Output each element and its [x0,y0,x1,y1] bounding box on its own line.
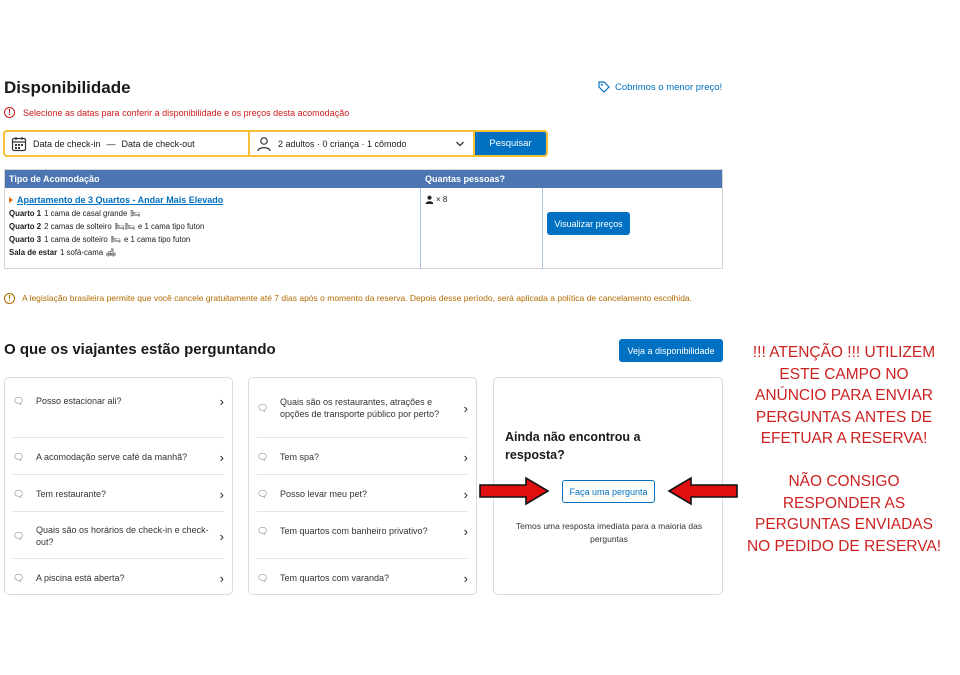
room-name-link[interactable] [9,195,420,205]
double-bed-icon: 🛏 [130,209,141,218]
chat-icon: 🗨 [257,525,269,536]
question-text: Tem quartos com varanda? [280,572,390,583]
divider [257,437,468,438]
chat-icon: 🗨 [257,451,269,462]
person-icon [256,136,272,152]
divider [257,511,468,512]
question-item[interactable] [257,481,468,507]
chevron-right-icon: › [463,570,468,586]
question-item[interactable] [13,388,224,414]
bed-info [9,209,420,218]
question-item[interactable] [13,444,224,470]
date-separator: — [106,138,116,149]
question-text: A acomodação serve café da manhã? [36,451,188,462]
question-item[interactable] [257,565,468,591]
annotation-paragraph-1: !!! ATENÇÃO !!! UTILIZEM ESTE CAMPO NO ANÚNCIO PARA ENVIAR PERGUNTAS ANTES DE EFETUAR A RESERVA! [752,344,936,447]
best-price-label: Cobrimos o menor preço! [615,81,723,93]
bed-room-label: Quarto 2 [9,222,42,231]
page-title: Disponibilidade [4,78,131,97]
header-actions [543,170,722,188]
question-item[interactable] [257,444,468,470]
bed-extra: e 1 cama tipo futon [123,235,191,244]
question-item[interactable] [13,565,224,591]
bed-room-label: Sala de estar [9,248,58,257]
room-cell [5,188,421,269]
divider [13,437,224,438]
chat-icon: 🗨 [13,395,25,406]
ask-question-button[interactable]: Faça uma pergunta [562,480,655,503]
select-dates-warning [4,107,349,118]
persons-cell [421,188,543,269]
chevron-down-icon [455,139,465,149]
bed-desc: 1 cama de casal grande [44,209,128,218]
chevron-right-icon: › [463,449,468,465]
question-text: Tem restaurante? [36,488,107,499]
divider [13,474,224,475]
annotation-notice [744,342,944,557]
chat-icon: 🗨 [13,530,25,541]
question-text: Posso estacionar ali? [36,395,122,406]
chevron-right-icon: › [463,523,468,539]
questions-title: O que os viajantes estão perguntando [4,341,276,358]
chevron-right-icon: › [219,449,224,465]
tag-icon [598,81,610,93]
bed-info [9,248,420,257]
bed-desc: 2 camas de solteiro [44,222,112,231]
not-found-heading: Ainda não encontrou a resposta? [505,430,641,462]
question-text: Quais são os horários de check-in e check-out? [36,524,209,547]
checkin-label: Data de check-in [33,138,101,149]
chevron-right-icon: › [463,400,468,416]
instant-answer-text: Temos uma resposta imediata para a maioria das perguntas [515,521,703,544]
header-room-type: Tipo de Acomodação [9,174,100,184]
question-text: Tem spa? [280,451,320,462]
chat-icon: 🗨 [13,451,25,462]
bed-extra: e 1 cama tipo futon [137,222,205,231]
chat-icon: 🗨 [13,488,25,499]
chevron-right-icon: › [463,486,468,502]
divider [13,511,224,512]
chat-icon: 🗨 [257,488,269,499]
legal-notice-text: A legislação brasileira permite que você cancele gratuitamente até 7 dias após o momento da reserva. Depois desse período, será aplicada a política de cancelamento escolhida. [22,293,693,303]
checkout-label: Data de check-out [121,138,195,149]
select-dates-text: Selecione as datas para conferir a disponibilidade e os preços desta acomodação [23,107,350,118]
arrow-left-icon [667,476,739,506]
room-name: Apartamento de 3 Quartos - Andar Mais Elevado [17,195,224,205]
table-header [5,170,722,188]
questions-column-2 [248,377,477,595]
availability-table [4,169,723,269]
chat-icon: 🗨 [257,402,269,413]
question-text: A piscina está aberta? [36,572,125,583]
legal-notice [4,292,724,305]
arrow-right-icon [478,476,550,506]
question-item[interactable] [257,388,468,428]
sofa-bed-icon: 🛋 [106,248,117,257]
info-icon: ! [4,293,15,304]
guests-label: 2 adultos · 0 criança · 1 cômodo [278,138,407,149]
persons-value: × 8 [436,195,448,204]
question-text: Quais são os restaurantes, atrações e opções de transporte público por perto? [280,396,440,419]
action-cell [543,188,722,269]
best-price-link[interactable] [598,81,722,93]
question-item[interactable] [13,518,224,554]
search-button[interactable]: Pesquisar [475,132,546,155]
search-bar [3,130,548,157]
alert-icon: ! [4,107,15,118]
table-row [5,188,722,269]
chat-icon: 🗨 [257,572,269,583]
bed-info [9,235,420,244]
question-item[interactable] [13,481,224,507]
triangle-icon [9,197,13,203]
chevron-right-icon: › [219,486,224,502]
single-beds-icon: 🛏🛏 [114,222,135,231]
calendar-icon [11,136,27,152]
view-prices-button[interactable]: Visualizar preços [547,212,630,235]
chat-icon: 🗨 [13,572,25,583]
bed-room-label: Quarto 1 [9,209,42,218]
annotation-paragraph-2: NÃO CONSIGO RESPONDER AS PERGUNTAS ENVIADAS NO PEDIDO DE RESERVA! [746,473,942,555]
divider [257,558,468,559]
bed-room-label: Quarto 3 [9,235,42,244]
divider [13,558,224,559]
person-icon [425,195,434,204]
guests-selector[interactable] [250,132,475,155]
chevron-right-icon: › [219,570,224,586]
chevron-right-icon: › [219,528,224,544]
question-text: Tem quartos com banheiro privativo? [280,525,428,536]
divider [257,474,468,475]
bed-desc: 1 sofá-cama [60,248,104,257]
questions-column-1 [4,377,233,595]
single-bed-icon: 🛏 [110,235,121,244]
bed-desc: 1 cama de solteiro [44,235,108,244]
date-picker[interactable] [5,132,250,155]
bed-info [9,222,420,231]
question-text: Posso levar meu pet? [280,488,368,499]
header-persons: Quantas pessoas? [425,174,506,184]
chevron-right-icon: › [219,393,224,409]
question-item[interactable] [257,518,468,544]
persons-count [425,195,542,204]
see-availability-button[interactable]: Veja a disponibilidade [619,339,723,362]
